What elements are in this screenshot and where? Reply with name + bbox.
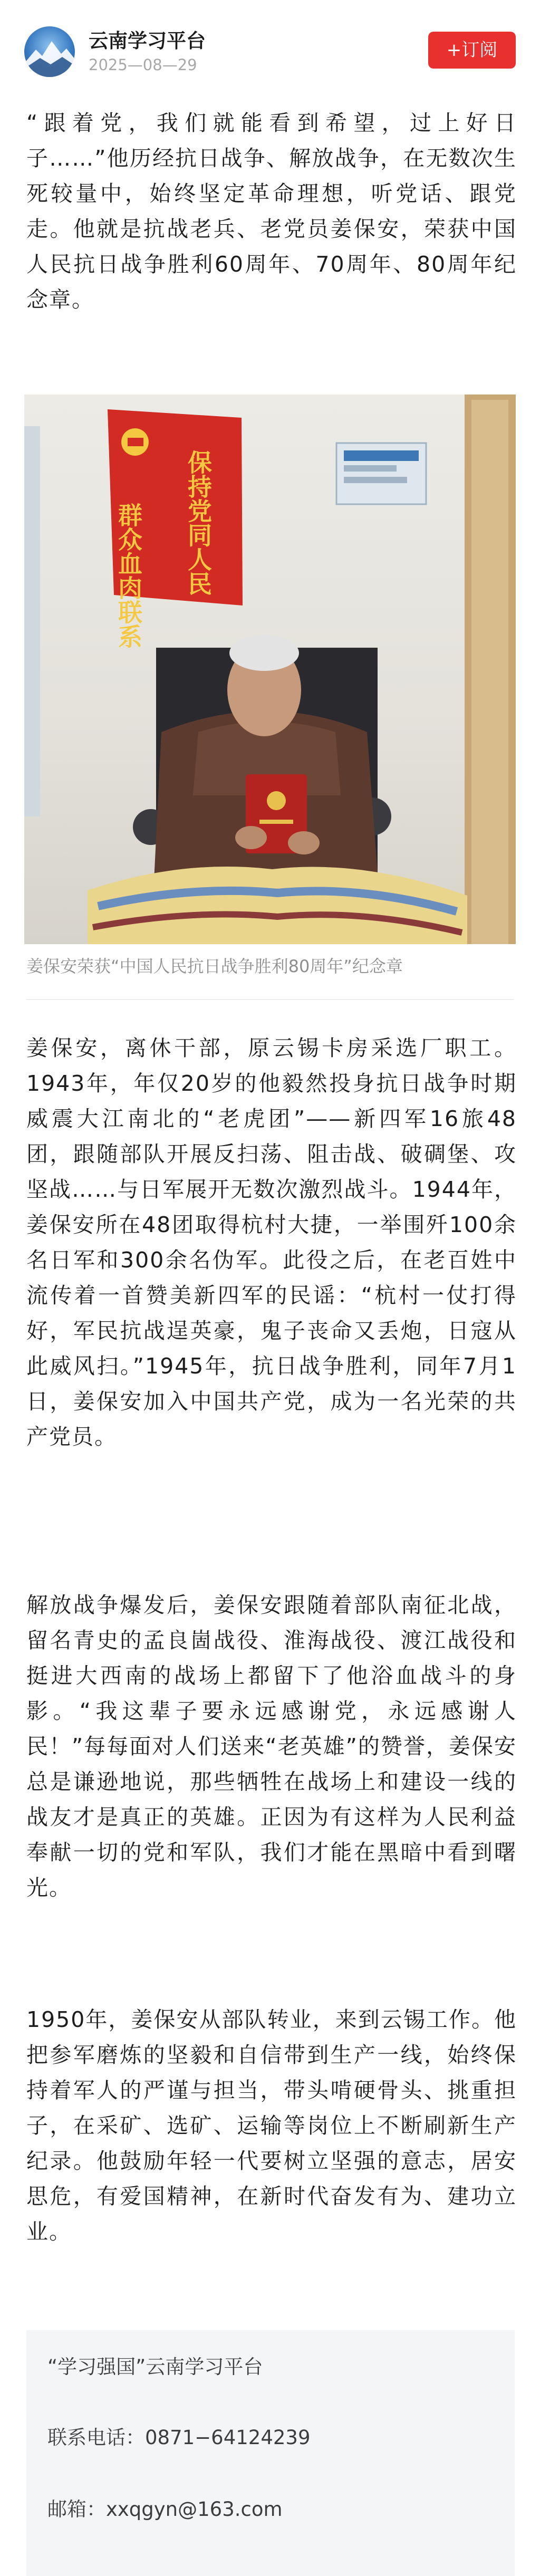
source-avatar[interactable] — [24, 26, 75, 77]
footer-organization: “学习强国”云南学习平台 — [47, 2356, 263, 2378]
body-paragraph-2: 解放战争爆发后，姜保安跟随着部队南征北战，留名青史的孟良崮战役、淮海战役、渡江战役和挺进大西南的战场上都留下了他浴血战斗的身影。“我这辈子要永远感谢党，永远感谢人民！”每每面对人们送来“老英雄”的赞誉，姜保安总是谦逊地说，那些牺牲在战场上和建设一线的战友才是真正的英雄。正因为有这样为人民利益奉献一切的党和军队，我们才能在黑暗中看到曙光。 — [26, 1592, 517, 1900]
caption-divider — [26, 999, 514, 1000]
footer-phone[interactable]: 联系电话：0871−64124239 — [47, 2426, 311, 2449]
contact-footer — [26, 2330, 515, 2576]
source-name[interactable]: 云南学习平台 — [89, 30, 206, 52]
photo-caption: 姜保安荣获“中国人民抗日战争胜利80周年”纪念章 — [26, 956, 403, 976]
body-paragraph-1: 姜保安，离休干部，原云锡卡房采选厂职工。1943年，年仅20岁的他毅然投身抗日战争时期威震大江南北的“老虎团”——新四军16旅48团，跟随部队开展反扫荡、阻击战、破碉堡、攻坚战……与日军展开无数次激烈战斗。1944年，姜保安所在48团取得杭村大捷，一举围歼100余名日军和300余名伪军。此役之后，在老百姓中流传着一首赞美新四军的民谣：“杭村一仗打得好，军民抗战逞英豪，鬼子丧命又丢炮，日寇从此威风扫。”1945年，抗日战争胜利，同年7月1日，姜保安加入中国共产党，成为一名光荣的共产党员。 — [26, 1035, 517, 1449]
article-header — [0, 0, 540, 100]
mountain-logo-icon — [24, 26, 75, 77]
article-photo[interactable] — [24, 395, 516, 944]
subscribe-button[interactable]: +订阅 — [428, 32, 516, 69]
veteran-photo-illustration — [24, 395, 516, 944]
footer-email[interactable]: 邮箱：xxqgyn@163.com — [47, 2498, 283, 2521]
publish-date: 2025—08—29 — [89, 56, 197, 74]
wall-sign-right: 保持党同人民 — [184, 450, 213, 595]
body-paragraph-3: 1950年，姜保安从部队转业，来到云锡工作。他把参军磨炼的坚毅和自信带到生产一线，始终保持着军人的严谨与担当，带头啃硬骨头、挑重担子，在采矿、选矿、运输等岗位上不断刷新生产纪录。他鼓励年轻一代要树立坚强的意志，居安思危，有爱国精神，在新时代奋发有为、建功立业。 — [26, 2007, 517, 2244]
intro-paragraph: “跟着党，我们就能看到希望，过上好日子……”他历经抗日战争、解放战争，在无数次生死较量中，始终坚定革命理想，听党话、跟党走。他就是抗战老兵、老党员姜保安，荣获中国人民抗日战争胜利60周年、70周年、80周年纪念章。 — [26, 110, 517, 312]
wall-sign-left: 群众血肉联系 — [114, 503, 143, 648]
